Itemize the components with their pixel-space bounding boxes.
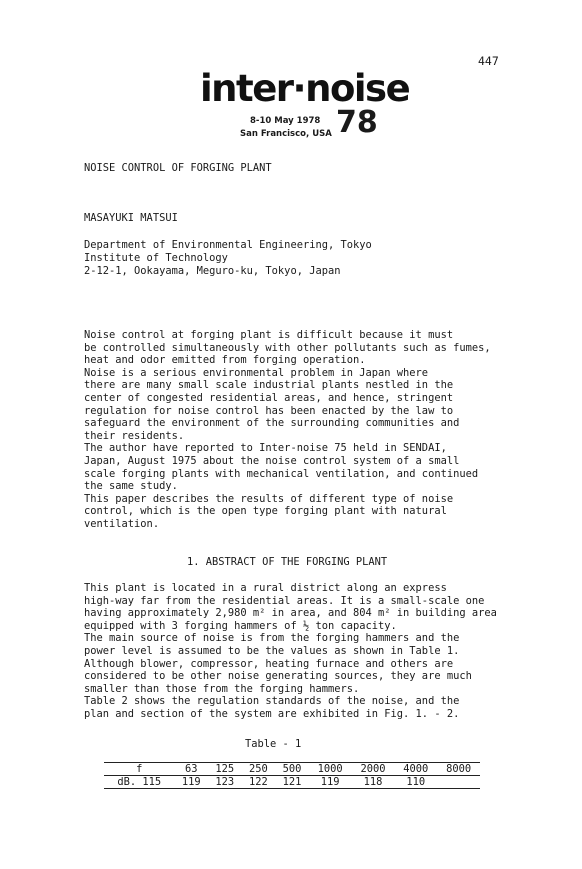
text-line: Noise control at forging plant is difficult because it must <box>84 329 454 341</box>
conference-logo <box>200 67 410 150</box>
table-cell: 119 <box>181 776 201 788</box>
table-cell: 125 <box>208 763 242 776</box>
table-cell: 4000 <box>394 763 437 776</box>
affiliation-line: Department of Environmental Engineering, Tokyo <box>84 239 372 251</box>
text-line: the same study. <box>84 480 178 493</box>
text-line: control, which is the open type forging plant with natural <box>84 505 447 518</box>
paper-title: NOISE CONTROL OF FORGING PLANT <box>84 162 272 174</box>
table-cell: dB. 115 <box>117 776 162 788</box>
text-line: plan and section of the system are exhibited in Fig. 1. - 2. <box>84 708 460 720</box>
text-line: their residents. <box>84 429 185 442</box>
table-cell: 110 <box>406 776 426 788</box>
logo-year: 78 <box>336 105 378 140</box>
text-line: high-way far from the residential areas. It is a small-scale one <box>84 594 485 607</box>
table-cell: 123 <box>215 776 235 788</box>
text-line: heat and odor emitted from forging operation. <box>84 354 366 367</box>
logo-date: 8-10 May 1978 <box>250 116 321 126</box>
text-line: considered to be other noise generating sources, they are much <box>84 670 472 683</box>
table-1 <box>104 762 480 789</box>
text-line: there are many small scale industrial plants nestled in the <box>84 379 454 392</box>
text-line: regulation for noise control has been enacted by the law to <box>84 404 454 417</box>
text-line: be controlled simultaneously with other pollutants such as fumes, <box>84 341 491 354</box>
logo-wordmark: inter·noise <box>200 67 410 110</box>
text-line: equipped with 3 forging hammers of ½ ton capacity. <box>84 619 397 632</box>
text-line: ventilation. <box>84 518 160 530</box>
table-cell: 122 <box>249 776 268 788</box>
affiliation-line: 2-12-1, Ookayama, Meguro-ku, Tokyo, Japan <box>84 265 341 277</box>
text-line: having approximately 2,980 m² in area, and 804 m² in building area <box>84 607 497 620</box>
table-cell: 2000 <box>352 763 395 776</box>
table-cell: 63 <box>174 763 208 776</box>
table-cell: 500 <box>275 763 309 776</box>
table-cell: f <box>104 763 174 776</box>
table-header-row <box>104 763 480 776</box>
text-line: Although blower, compressor, heating furnace and others are <box>84 657 454 670</box>
table-cell: 119 <box>320 776 340 788</box>
section-heading: 1. ABSTRACT OF THE FORGING PLANT <box>187 556 388 568</box>
text-line: smaller than those from the forging hammers. <box>84 682 360 695</box>
table-data-row <box>104 776 480 789</box>
page-number: 447 <box>478 54 499 68</box>
table-cell: 121 <box>282 776 302 788</box>
text-line: The main source of noise is from the forging hammers and the <box>84 632 460 645</box>
text-line: power level is assumed to be the values as shown in Table 1. <box>84 645 460 657</box>
table-cell: 1000 <box>309 763 352 776</box>
table-cell: 250 <box>242 763 276 776</box>
text-line: This paper describes the results of different type of noise <box>84 492 454 505</box>
text-line: Japan, August 1975 about the noise control system of a small <box>84 455 460 467</box>
table-cell: 118 <box>363 776 383 788</box>
table-cell: 8000 <box>437 763 480 776</box>
text-line: The author have reported to Inter-noise 75 held in SENDAI, <box>84 442 447 455</box>
text-line: Table 2 shows the regulation standards of the noise, and the <box>84 695 460 708</box>
text-line: Noise is a serious environmental problem in Japan where <box>84 366 429 379</box>
text-line: safeguard the environment of the surrounding communities and <box>84 417 460 430</box>
affiliation-line: Institute of Technology <box>84 252 228 264</box>
table-caption: Table - 1 <box>245 738 302 750</box>
text-line: center of congested residential areas, and hence, stringent <box>84 392 454 404</box>
table-cell <box>437 776 480 789</box>
author-name: MASAYUKI MATSUI <box>84 212 178 224</box>
text-line: This plant is located in a rural district along an express <box>84 582 447 594</box>
text-line: scale forging plants with mechanical ventilation, and continued <box>84 467 479 480</box>
logo-place: San Francisco, USA <box>240 129 332 139</box>
